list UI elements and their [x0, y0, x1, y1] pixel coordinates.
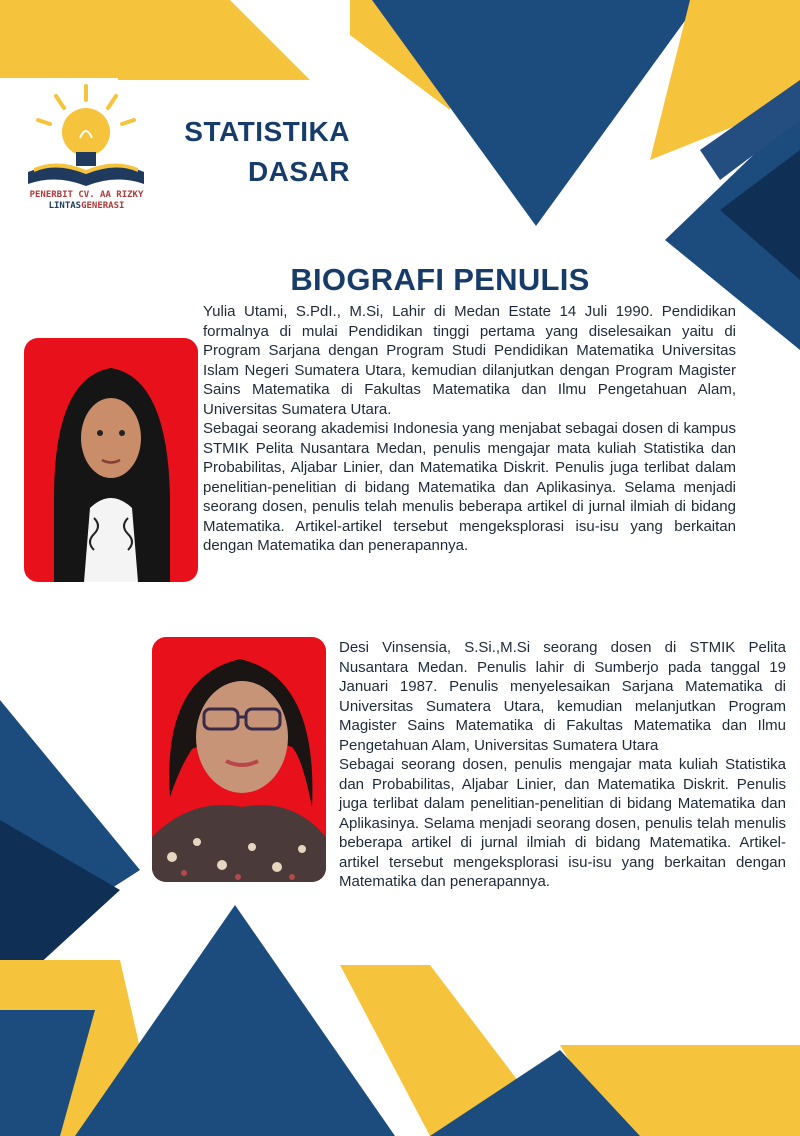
- publisher-logo: [14, 82, 159, 232]
- author-bio-1: [203, 302, 736, 556]
- publisher-name: PENERBIT CV. AA RIZKY: [29, 190, 144, 200]
- author-bio-2: [339, 638, 786, 892]
- author-photo-2: [152, 637, 326, 882]
- book-title-line2: DASAR: [247, 156, 350, 187]
- author-2-paragraph-2: Sebagai seorang dosen, penulis mengajar mata kuliah Statistika dan Probabilitas, Aljabar Linier, dan Matematika Diskrit. Penulis juga terlibat dalam penelitian-penelitian di bidang Matematika dan Aplikasinya. Selama menjadi seorang dosen, penulis telah menulis beberapa artikel di jurnal ilmiah di bidang Matematika. Artikel-artikel tersebut mengeksplorasi isu-isu yang berkaitan dengan Matematika dan penerapannya.: [339, 756, 786, 890]
- author-photo-1: [24, 338, 198, 582]
- lightbulb-book-icon: [14, 82, 159, 192]
- author-2-paragraph-1: Desi Vinsensia, S.Si.,M.Si seorang dosen di STMIK Pelita Nusantara Medan. Penulis lahir di Sumberjo pada tanggal 19 Januari 1987. Penulis menyelesaikan Sarjana Matematika di Universitas Sumatera Utara, kemudian melanjutkan Program Magister Sains Matematika di Fakultas Matematika dan Ilmu Pengetahuan Alam, Universitas Sumatera Utara: [339, 639, 786, 754]
- publisher-tagline: LINTASGENERASI: [48, 201, 125, 211]
- author-1-paragraph-2: Sebagai seorang akademisi Indonesia yang menjabat sebagai dosen di kampus STMIK Pelita Nusantara Medan, penulis mengajar mata kuliah Statistika dan Probabilitas, Aljabar Linier, dan Matematika Diskrit. Penulis juga terlibat dalam penelitian-penelitian di bidang Matematika dan Aplikasinya. Selama menjadi seorang dosen, penulis telah menulis beberapa artikel di jurnal ilmiah di bidang Matematika. Artikel-artikel tersebut mengeksplorasi isu-isu yang berkaitan dengan Matematika dan penerapannya.: [203, 420, 736, 554]
- book-title: [150, 112, 350, 192]
- section-heading: BIOGRAFI PENULIS: [290, 262, 590, 297]
- author-1-paragraph-1: Yulia Utami, S.PdI., M.Si, Lahir di Medan Estate 14 Juli 1990. Pendidikan formalnya di mulai Pendidikan tinggi pertama yang diselesaikan yaitu di Program Sarjana dengan Program Studi Pendidikan Matematika Universitas Islam Negeri Sumatera Utara, kemudian dilanjutkan dengan Program Magister Sains Matematika di Fakultas Matematika dan Ilmu Pengetahuan Alam, Universitas Sumatera Utara.: [203, 303, 736, 418]
- book-title-line1: STATISTIKA: [184, 116, 350, 147]
